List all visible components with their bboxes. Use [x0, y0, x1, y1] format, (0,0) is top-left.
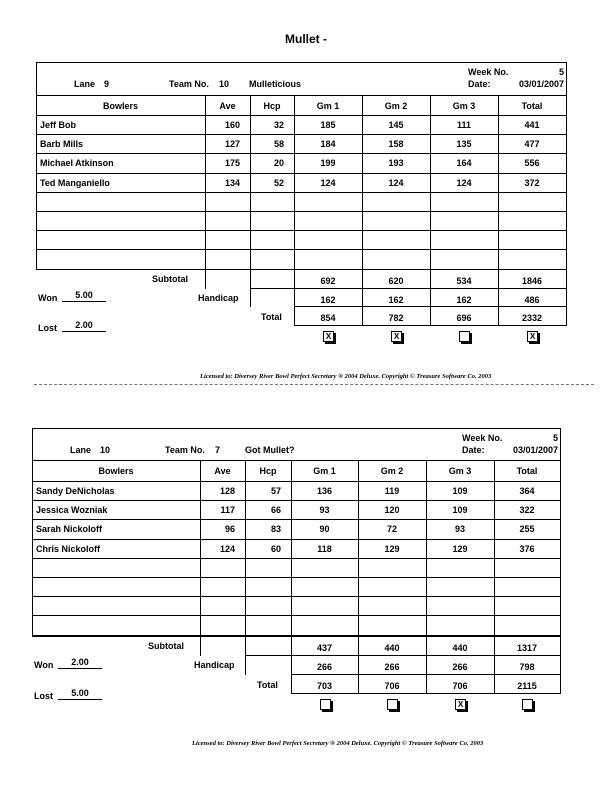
total-value: 782 — [388, 313, 404, 323]
subtotal-bottom — [245, 655, 561, 656]
total-value: 696 — [456, 313, 472, 323]
bowler-g2: 129 — [384, 544, 400, 554]
table-row-line — [32, 615, 561, 616]
table-row-line — [32, 596, 561, 597]
team-no-label: Team No. — [165, 445, 205, 455]
bowler-g1: 124 — [320, 178, 336, 188]
game-win-checkbox[interactable] — [320, 699, 331, 710]
handicap-value: 162 — [456, 294, 472, 305]
column-header-gm1: Gm 1 — [316, 101, 340, 111]
game-win-checkbox[interactable]: X — [323, 331, 334, 342]
bowler-name: Jeff Bob — [40, 120, 76, 130]
bowler-g2: 145 — [388, 120, 404, 130]
column-header-total: Total — [521, 101, 543, 111]
total-value: 854 — [320, 313, 336, 323]
subtotal-value: 437 — [316, 643, 333, 653]
bowler-total: 477 — [524, 139, 540, 149]
bowler-ave: 175 — [224, 158, 240, 168]
lost-value: 2.00 — [75, 319, 93, 330]
column-header-ave: Ave — [219, 101, 236, 111]
column-header-top — [32, 460, 561, 461]
date-label: Date: — [468, 79, 491, 89]
card-left-border — [36, 62, 37, 270]
handicap-label: Handicap — [194, 660, 235, 670]
card-top-border — [36, 62, 567, 63]
column-header-gm1: Gm 1 — [313, 466, 336, 476]
bowler-g3: 93 — [454, 524, 465, 534]
won-underline — [58, 668, 102, 669]
bowler-total: 556 — [524, 158, 540, 168]
bowler-hcp: 52 — [273, 178, 284, 188]
team-number: 7 — [215, 445, 221, 455]
bowler-ave: 134 — [224, 178, 240, 188]
column-header-bowlers: Bowlers — [98, 466, 134, 476]
date-label: Date: — [462, 445, 485, 455]
bowler-g1: 118 — [317, 544, 332, 554]
column-header-bottom — [32, 481, 561, 482]
lane-number: 9 — [104, 79, 110, 89]
bowler-ave: 128 — [219, 486, 235, 496]
bowler-hcp: 57 — [270, 486, 281, 496]
table-row-line — [36, 230, 567, 231]
total-label: Total — [261, 312, 282, 322]
date-value: 03/01/2007 — [518, 79, 564, 89]
game-win-checkbox[interactable] — [522, 699, 533, 710]
column-header-gm3: Gm 3 — [452, 101, 476, 111]
bowler-g2: 158 — [388, 139, 404, 149]
lane-label: Lane — [70, 445, 92, 455]
bowler-g3: 135 — [456, 139, 472, 149]
column-header-gm2: Gm 2 — [384, 101, 408, 111]
total-value: 706 — [384, 681, 400, 691]
column-header-ave: Ave — [214, 466, 231, 476]
total-value: 703 — [316, 681, 333, 691]
column-header-hcp: Hcp — [263, 101, 281, 111]
column-header-hcp: Hcp — [259, 466, 277, 476]
column-header-bowlers: Bowlers — [102, 101, 138, 111]
bowler-g3: 129 — [452, 544, 468, 554]
bowler-g3: 164 — [456, 158, 472, 168]
bowler-total: 255 — [519, 524, 535, 534]
lane-number: 10 — [100, 445, 111, 455]
lost-underline — [62, 331, 106, 332]
bowler-g2: 193 — [388, 158, 404, 168]
bowler-g2: 72 — [386, 524, 397, 534]
handicap-value: 266 — [316, 662, 333, 672]
date-value: 03/01/2007 — [512, 445, 558, 455]
bowler-g1: 185 — [320, 120, 336, 130]
bowler-g1: 199 — [320, 158, 336, 168]
bowler-g1: 90 — [319, 524, 330, 534]
bowler-hcp: 20 — [273, 158, 284, 168]
table-row-line — [32, 558, 561, 559]
table-row-line — [36, 134, 567, 135]
week-label: Week No. — [468, 67, 509, 77]
bowler-g3: 109 — [452, 505, 468, 515]
handicap-value: 162 — [388, 294, 404, 305]
subtotal-value: 692 — [320, 276, 336, 286]
total-label: Total — [257, 680, 278, 690]
bowler-g1: 93 — [319, 505, 330, 515]
column-header-gm3: Gm 3 — [448, 466, 472, 476]
table-row-line — [32, 577, 561, 578]
bowler-hcp: 83 — [270, 524, 281, 534]
column-header-bottom — [36, 115, 567, 116]
bowler-total: 376 — [519, 544, 535, 554]
team-no-label: Team No. — [169, 79, 209, 89]
bowler-ave: 127 — [224, 139, 240, 149]
subtotal-box-left — [205, 269, 206, 289]
won-label: Won — [38, 292, 58, 303]
subtotal-value: 1846 — [521, 276, 543, 286]
table-row-line — [36, 249, 567, 250]
bowler-name: Jessica Wozniak — [36, 505, 108, 515]
subtotal-value: 534 — [456, 276, 472, 286]
team-name: Got Mullet? — [245, 445, 295, 455]
bowler-ave: 124 — [219, 544, 235, 554]
bowler-hcp: 66 — [270, 505, 281, 515]
table-row-line — [36, 153, 567, 154]
week-number: 5 — [552, 433, 558, 443]
bowler-name: Sarah Nickoloff — [36, 524, 103, 534]
bowler-ave: 96 — [224, 524, 235, 534]
bowler-g2: 120 — [384, 505, 400, 515]
lost-value: 5.00 — [71, 688, 89, 698]
table-row-line — [36, 211, 567, 212]
summary-top — [32, 636, 561, 637]
table-row-line — [36, 173, 567, 174]
team-number: 10 — [219, 79, 230, 89]
subtotal-label: Subtotal — [152, 274, 188, 284]
bowler-total: 441 — [524, 120, 540, 130]
bowler-g3: 111 — [456, 120, 472, 130]
bowler-g2: 119 — [384, 486, 400, 496]
won-label: Won — [34, 660, 54, 670]
bowler-g1: 184 — [320, 139, 336, 149]
bowler-g2: 124 — [388, 178, 404, 188]
lost-label: Lost — [34, 691, 53, 701]
handicap-value: 798 — [519, 662, 535, 672]
table-row-line — [32, 500, 561, 501]
column-header-top — [36, 95, 567, 96]
game-win-checkbox[interactable]: X — [455, 699, 466, 710]
game-win-checkbox[interactable]: X — [527, 331, 538, 342]
bowler-ave: 117 — [220, 505, 235, 515]
week-number: 5 — [558, 67, 564, 77]
subtotal-value: 1317 — [516, 643, 538, 653]
subtotal-label: Subtotal — [148, 641, 184, 651]
subtotal-bottom — [250, 288, 567, 289]
card-right-border — [566, 62, 567, 326]
lost-label: Lost — [38, 322, 57, 333]
bowler-ave: 160 — [224, 120, 240, 130]
handicap-value: 162 — [320, 294, 336, 305]
table-row-line — [32, 519, 561, 520]
column-header-gm2: Gm 2 — [380, 466, 404, 476]
won-value: 5.00 — [75, 289, 93, 300]
total-value: 2115 — [517, 681, 537, 691]
week-label: Week No. — [462, 433, 503, 443]
game-win-checkbox[interactable] — [387, 699, 398, 710]
total-value: 2332 — [521, 313, 543, 323]
subtotal-value: 440 — [452, 643, 468, 653]
card-top-border — [32, 428, 561, 429]
bowler-name: Barb Mills — [40, 139, 84, 149]
page-divider — [34, 384, 594, 385]
summary-top — [36, 269, 567, 270]
bowler-name: Michael Atkinson — [40, 158, 114, 168]
license-footer-2: Licensed to: Diversey River Bowl Perfect Secretary ® 2004 Deluxe. Copyright © Treasure Software Co. 2003 — [192, 740, 484, 747]
table-row-line — [36, 192, 567, 193]
column-header-total: Total — [516, 466, 538, 476]
bowler-name: Chris Nickoloff — [36, 544, 101, 554]
handicap-label: Handicap — [198, 292, 239, 303]
bowler-hcp: 58 — [273, 139, 284, 149]
bowler-g1: 136 — [316, 486, 333, 496]
bowler-total: 372 — [524, 178, 540, 188]
team-name: Mulleticious — [249, 79, 302, 89]
table-row-line — [32, 539, 561, 540]
game-win-checkbox[interactable] — [459, 331, 470, 342]
game-win-checkbox[interactable]: X — [391, 331, 402, 342]
bowler-total: 364 — [519, 486, 535, 496]
total-value: 706 — [452, 681, 468, 691]
bowler-name: Sandy DeNicholas — [36, 486, 115, 496]
subtotal-value: 440 — [384, 643, 400, 653]
page-title: Mullet - — [285, 32, 327, 46]
bowler-total: 322 — [519, 505, 535, 515]
lost-underline — [58, 699, 102, 700]
subtotal-box-left — [200, 636, 201, 656]
handicap-value: 266 — [452, 662, 468, 672]
lane-label: Lane — [74, 79, 96, 89]
bowler-hcp: 60 — [270, 544, 281, 554]
subtotal-value: 620 — [388, 276, 404, 286]
license-footer-1: Licensed to: Diversey River Bowl Perfect Secretary ® 2004 Deluxe. Copyright © Treasure Software Co. 2003 — [200, 373, 492, 380]
won-value: 2.00 — [71, 657, 89, 667]
handicap-value: 486 — [524, 294, 540, 305]
bowler-hcp: 32 — [273, 120, 284, 130]
bowler-g3: 109 — [452, 486, 468, 496]
bowler-g3: 124 — [456, 178, 472, 188]
bowler-name: Ted Manganiello — [40, 178, 110, 188]
won-underline — [62, 301, 106, 302]
handicap-value: 266 — [384, 662, 400, 672]
